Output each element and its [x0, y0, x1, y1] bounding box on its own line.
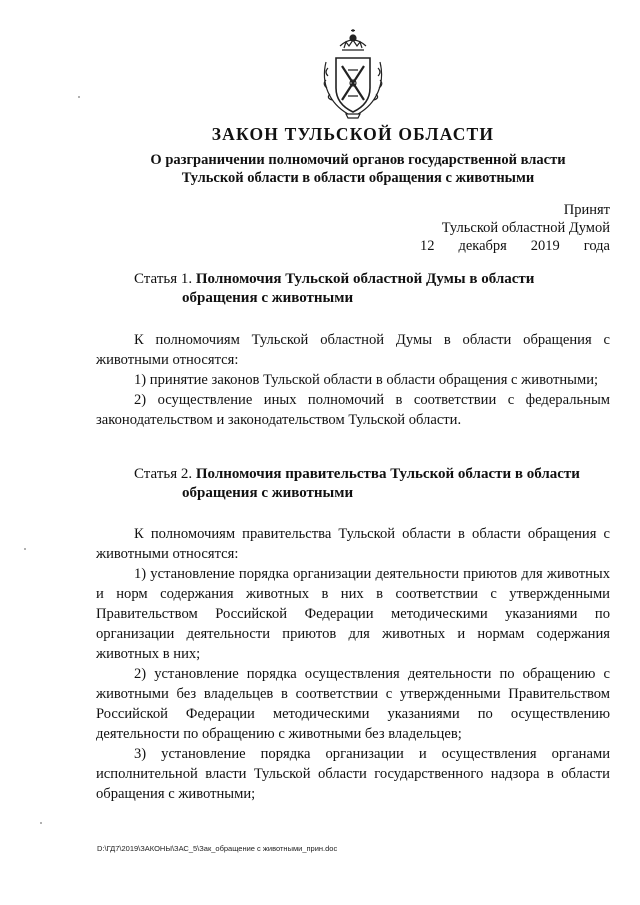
accepted-date: [420, 237, 610, 255]
paragraph: 2) установление порядка осуществления деятельности по обращению с животными без владельцев в соответствии с утвержденными Правительством Российской Федерации методическими указаниями по осуществлению деятельности по обращению с животными без владельцев;: [96, 666, 610, 742]
article-title-cont: обращения с животными: [182, 485, 354, 501]
subtitle-line: О разграничении полномочий органов государственной власти: [150, 152, 566, 168]
article-title: Полномочия Тульской областной Думы в области: [195, 271, 535, 287]
article-number: Статья 1.: [134, 271, 193, 287]
law-subtitle: [60, 151, 640, 187]
accepted-month: декабря: [458, 238, 507, 254]
article-title-cont: обращения с животными: [182, 290, 354, 306]
paragraph: 1) установление порядка организации деятельности приютов для животных и норм содержания животных в них в соответствии с утвержденными Правительством Российской Федерации методическими указаниями по организации деятельности приютов для животных и нормам содержания животных в них;: [96, 566, 610, 662]
article-1-heading: [134, 270, 614, 308]
accepted-day: 12: [420, 238, 435, 254]
paragraph: К полномочиям правительства Тульской области в области обращения с животными относятся:: [96, 526, 610, 562]
paragraph: 1) принятие законов Тульской области в области обращения с животными;: [134, 372, 599, 388]
subtitle-line: Тульской области в области обращения с животными: [181, 170, 535, 186]
acceptance-block: [420, 201, 610, 255]
law-title: ЗАКОН ТУЛЬСКОЙ ОБЛАСТИ: [211, 124, 495, 144]
scan-speck: [24, 548, 26, 550]
accepted-by: Тульской областной Думой: [441, 220, 610, 236]
paragraph: 3) установление порядка организации и осуществления органами исполнительной власти Тульской области государственного надзора в области обращения с животными;: [96, 746, 610, 802]
coat-of-arms-icon: [318, 28, 388, 120]
accepted-year: 2019: [530, 238, 560, 254]
scan-speck: [40, 822, 42, 824]
scan-speck: [78, 96, 80, 98]
article-1-body: [96, 330, 610, 430]
paragraph: К полномочиям Тульской областной Думы в области обращения с животными относятся:: [96, 332, 610, 368]
accepted-label: Принят: [563, 202, 610, 218]
article-number: Статья 2.: [134, 466, 193, 482]
file-path-footer: D:\ГД7\2019\ЗАКОНЫ\ЗАС_5\Зак_обращение с животными_прин.doc: [97, 844, 338, 853]
article-2-body: [96, 524, 610, 804]
article-2-heading: [134, 465, 614, 503]
paragraph: 2) осуществление иных полномочий в соответствии с федеральным законодательством и законодательством Тульской области.: [96, 392, 610, 428]
accepted-year-word: года: [583, 238, 610, 254]
article-title: Полномочия правительства Тульской области в области: [195, 466, 580, 482]
